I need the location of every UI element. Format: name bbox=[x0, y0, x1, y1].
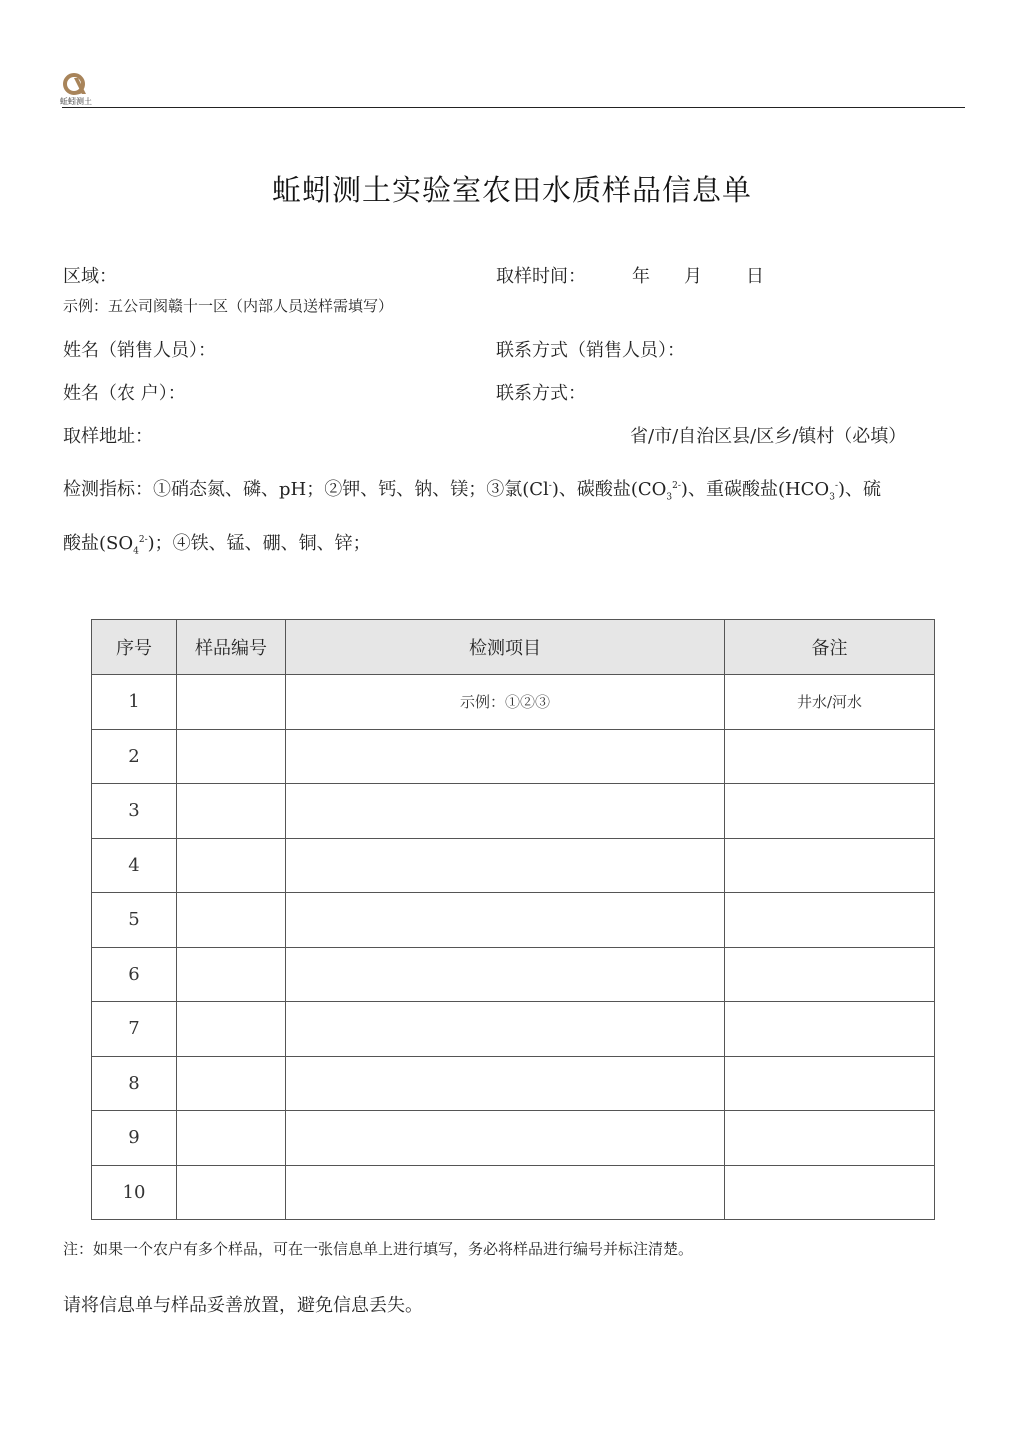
sample-id-cell[interactable] bbox=[177, 947, 286, 1002]
table-row bbox=[92, 1111, 935, 1166]
region-label: 区域： bbox=[63, 266, 117, 287]
region-example: 示例：五公司阂赣十一区（内部人员送样需填写） bbox=[63, 297, 394, 315]
row-no: 7 bbox=[92, 1002, 177, 1057]
table-row bbox=[92, 784, 935, 839]
test-item-cell[interactable] bbox=[286, 1002, 725, 1057]
remark-cell[interactable] bbox=[725, 947, 935, 1002]
row-no: 8 bbox=[92, 1056, 177, 1111]
header-sample-id: 样品编号 bbox=[177, 620, 286, 675]
header-divider bbox=[62, 107, 965, 108]
address-label: 取样地址： bbox=[63, 426, 153, 447]
row-no: 3 bbox=[92, 784, 177, 839]
sample-id-cell[interactable] bbox=[177, 893, 286, 948]
table-row bbox=[92, 838, 935, 893]
sample-table bbox=[91, 619, 935, 1220]
row-no: 4 bbox=[92, 838, 177, 893]
header-remark: 备注 bbox=[725, 620, 935, 675]
farmer-name-label: 姓名（农 户）： bbox=[63, 383, 186, 404]
final-reminder: 请将信息单与样品妥善放置，避免信息丢失。 bbox=[63, 1295, 423, 1316]
row-no: 9 bbox=[92, 1111, 177, 1166]
row-no: 5 bbox=[92, 893, 177, 948]
page-title: 蚯蚓测土实验室农田水质样品信息单 bbox=[271, 173, 752, 207]
remark-cell[interactable] bbox=[725, 784, 935, 839]
test-item-cell[interactable] bbox=[286, 893, 725, 948]
table-row bbox=[92, 729, 935, 784]
table-row bbox=[92, 1056, 935, 1111]
remark-cell[interactable]: 井水/河水 bbox=[725, 675, 935, 730]
remark-cell[interactable] bbox=[725, 1002, 935, 1057]
remark-cell[interactable] bbox=[725, 1165, 935, 1220]
remark-cell[interactable] bbox=[725, 893, 935, 948]
row-no: 6 bbox=[92, 947, 177, 1002]
table-row bbox=[92, 947, 935, 1002]
address-hint: 省/市/自治区县/区乡/镇村（必填） bbox=[630, 426, 907, 447]
remark-cell[interactable] bbox=[725, 1111, 935, 1166]
farmer-contact-label: 联系方式： bbox=[496, 383, 586, 404]
date-month: 月 bbox=[684, 266, 702, 287]
sample-id-cell[interactable] bbox=[177, 1002, 286, 1057]
remark-cell[interactable] bbox=[725, 729, 935, 784]
test-item-cell[interactable]: 示例：①②③ bbox=[286, 675, 725, 730]
test-item-cell[interactable] bbox=[286, 1165, 725, 1220]
footnote: 注：如果一个农户有多个样品，可在一张信息单上进行填写，务必将样品进行编号并标注清楚。 bbox=[63, 1240, 694, 1258]
indicators-line-2: 酸盐$(SO_4^{2-})$；④铁、锰、硼、铜、锌； bbox=[63, 533, 371, 557]
row-no: 10 bbox=[92, 1165, 177, 1220]
header-test-item: 检测项目 bbox=[286, 620, 725, 675]
test-item-cell[interactable] bbox=[286, 1056, 725, 1111]
sample-id-cell[interactable] bbox=[177, 729, 286, 784]
test-item-cell[interactable] bbox=[286, 1111, 725, 1166]
sample-id-cell[interactable] bbox=[177, 1165, 286, 1220]
remark-cell[interactable] bbox=[725, 1056, 935, 1111]
table-header-row bbox=[92, 620, 935, 675]
date-label: 取样时间： bbox=[496, 266, 586, 287]
sample-id-cell[interactable] bbox=[177, 675, 286, 730]
sales-contact-label: 联系方式（销售人员）： bbox=[496, 340, 685, 361]
header-no: 序号 bbox=[92, 620, 177, 675]
test-item-cell[interactable] bbox=[286, 784, 725, 839]
indicators-line-1: 检测指标：①硝态氮、磷、pH；②钾、钙、钠、镁；③氯(Cl-)、碳酸盐$(CO_3^{2-})$、重碳酸盐$(HCO_3^-)$、硫 bbox=[63, 479, 882, 503]
date-day: 日 bbox=[746, 266, 764, 287]
date-year: 年 bbox=[632, 266, 650, 287]
sample-id-cell[interactable] bbox=[177, 1056, 286, 1111]
test-item-cell[interactable] bbox=[286, 838, 725, 893]
test-item-cell[interactable] bbox=[286, 729, 725, 784]
table-row bbox=[92, 1002, 935, 1057]
sample-id-cell[interactable] bbox=[177, 1111, 286, 1166]
table-row bbox=[92, 893, 935, 948]
row-no: 2 bbox=[92, 729, 177, 784]
sample-id-cell[interactable] bbox=[177, 838, 286, 893]
sample-id-cell[interactable] bbox=[177, 784, 286, 839]
table-row bbox=[92, 675, 935, 730]
remark-cell[interactable] bbox=[725, 838, 935, 893]
row-no: 1 bbox=[92, 675, 177, 730]
table-row bbox=[92, 1165, 935, 1220]
logo-text: 蚯蚓测土 bbox=[60, 97, 92, 106]
sales-name-label: 姓名（销售人员）： bbox=[63, 340, 216, 361]
test-item-cell[interactable] bbox=[286, 947, 725, 1002]
